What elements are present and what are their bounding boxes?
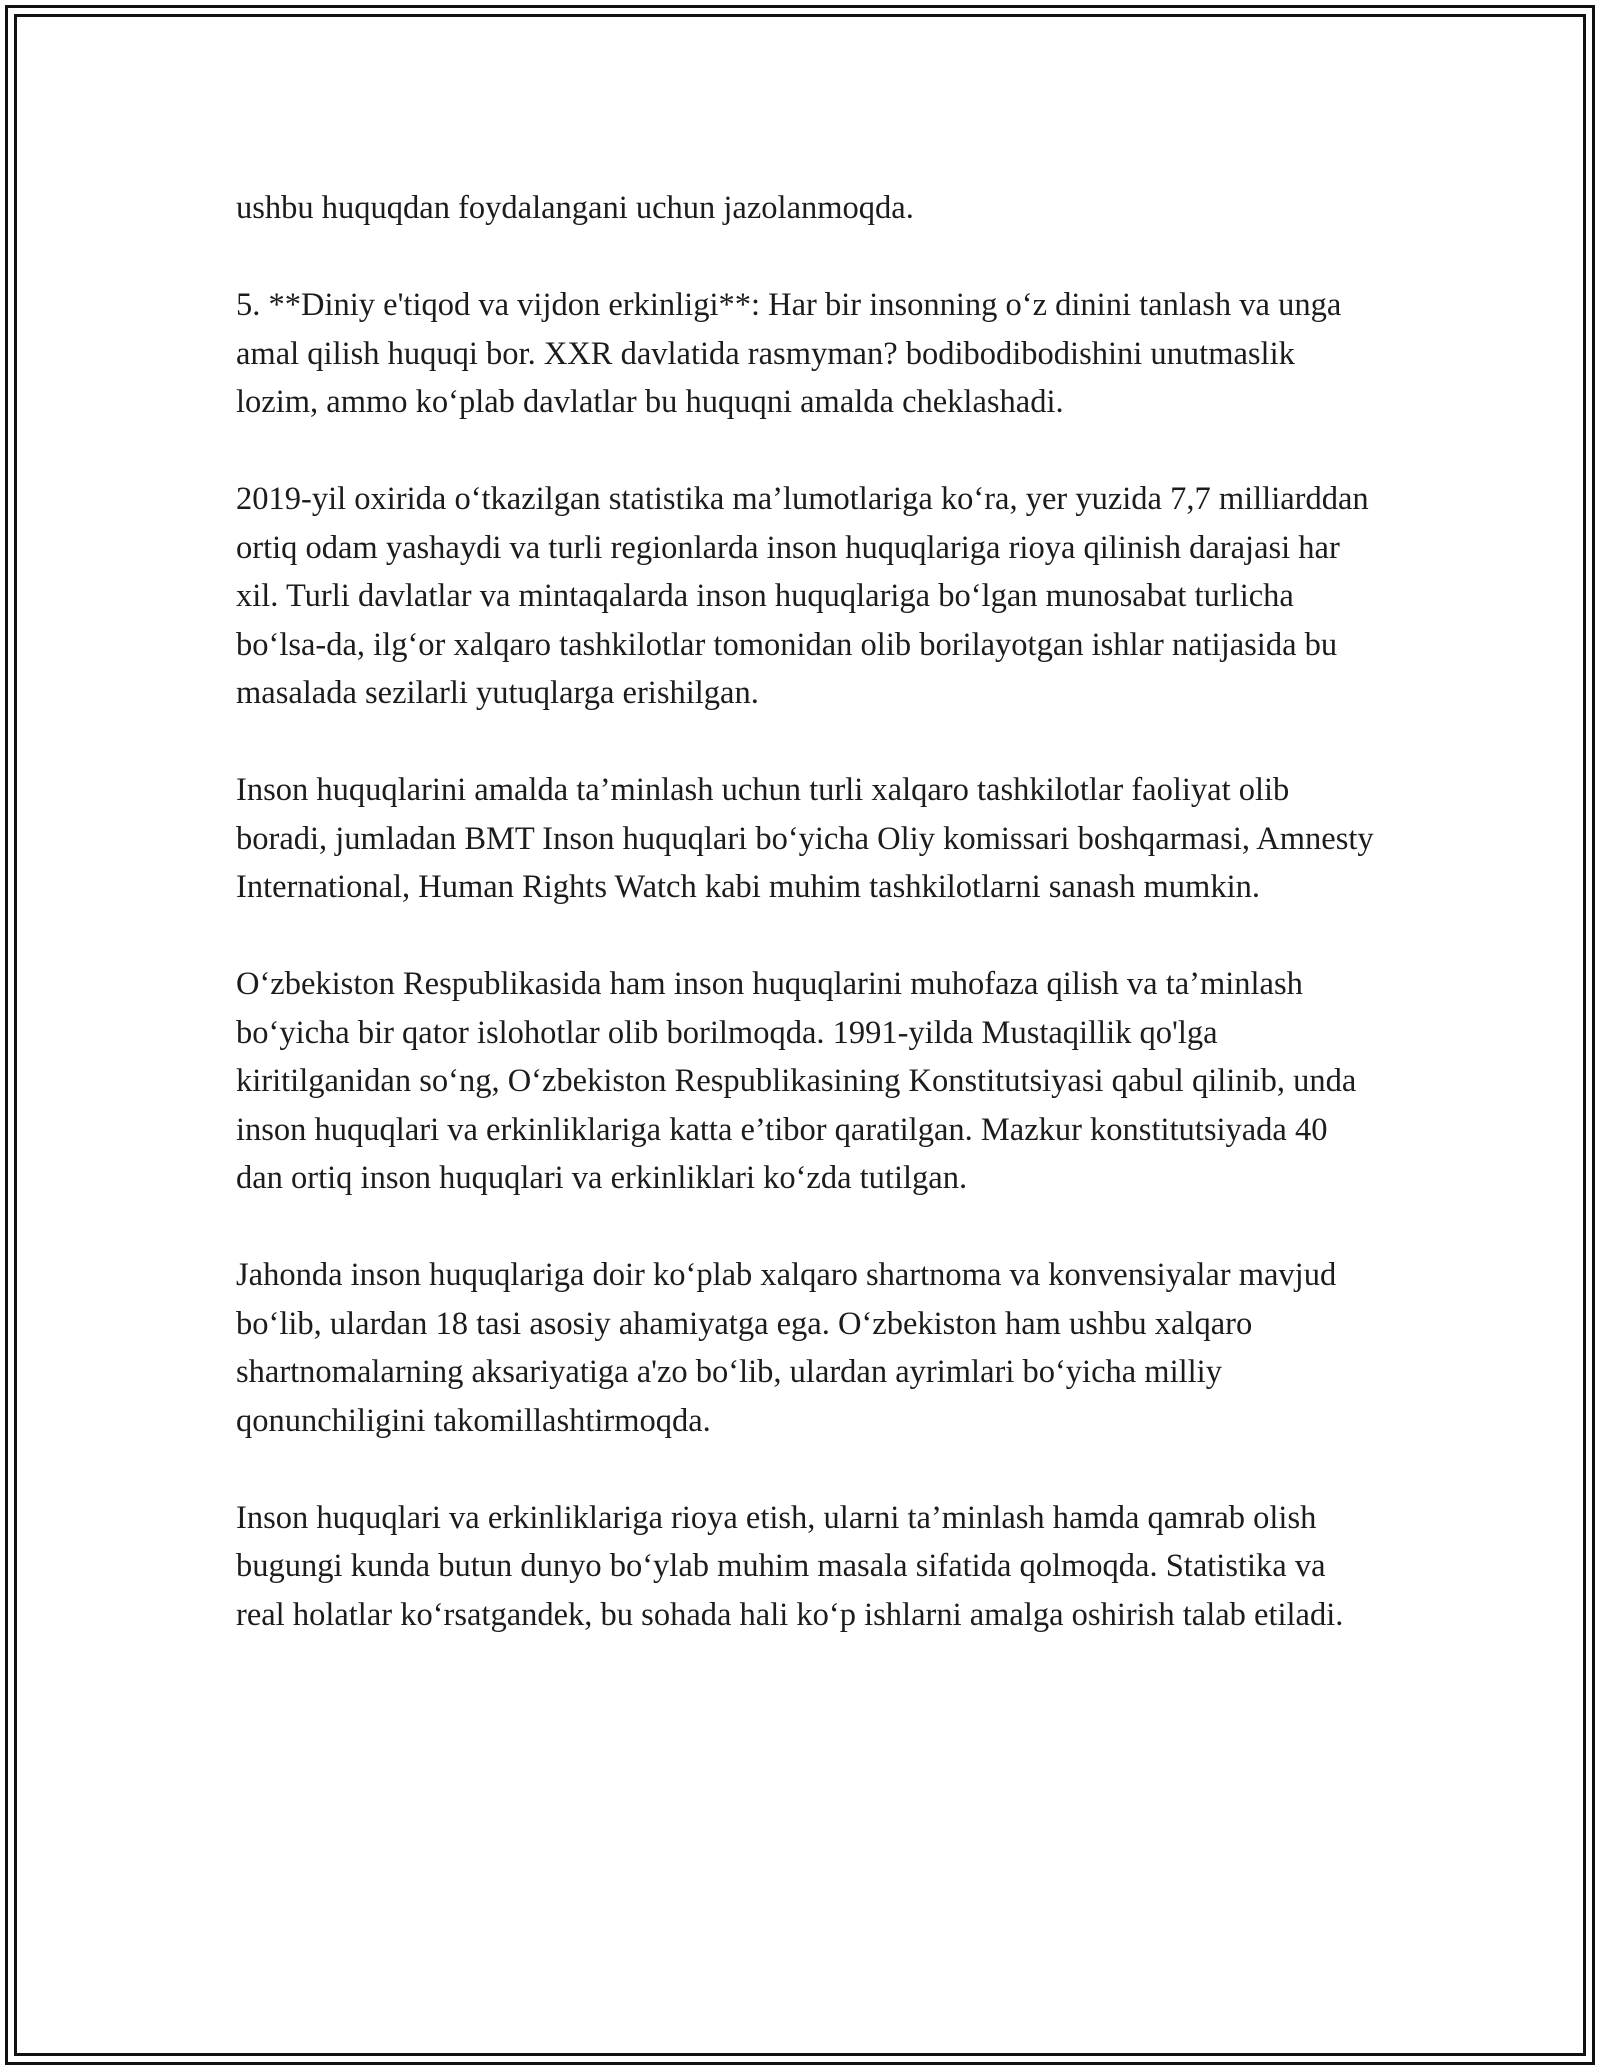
paragraph-statistics-2019: 2019-yil oxirida o‘tkazilgan statistika ma’lumotlariga ko‘ra, yer yuzida 7,7 milliarddan ortiq odam yashaydi va turli regionlarda inson huquqlariga rioya qilinish darajasi har xil. Turli davlatlar va mintaqalarda inson huquqlariga bo‘lgan munosabat turlicha bo‘lsa-da, ilg‘or xalqaro tashkilotlar tomonidan olib borilayotgan ishlar natijasida bu masalada sezilarli yutuqlarga erishilgan. <box>236 481 1369 711</box>
paragraph-international-organizations: Inson huquqlarini amalda ta’minlash uchun turli xalqaro tashkilotlar faoliyat olib boradi, jumladan BMT Inson huquqlari bo‘yicha Oliy komissari boshqarmasi, Amnesty International, Human Rights Watch kabi muhim tashkilotlarni sanash mumkin. <box>236 772 1374 905</box>
paragraph-uzbekistan-reforms: O‘zbekiston Respublikasida ham inson huquqlarini muhofaza qilish va ta’minlash bo‘yicha bir qator islohotlar olib borilmoqda. 1991-yilda Mustaqillik qo'lga kiritilganidan so‘ng, O‘zbekiston Respublikasining Konstitutsiyasi qabul qilinib, unda inson huquqlari va erkinliklariga katta e’tibor qaratilgan. Mazkur konstitutsiyada 40 dan ortiq inson huquqlari va erkinliklari ko‘zda tutilgan. <box>236 966 1357 1196</box>
document-body <box>236 184 1376 1639</box>
paragraph-religious-freedom: 5. **Diniy e'tiqod va vijdon erkinligi**: Har bir insonning o‘z dinini tanlash va unga amal qilish huquqi bor. XXR davlatida rasmyman? bodibodibodishini unutmaslik lozim, ammo ko‘plab davlatlar bu huquqni amalda cheklashadi. <box>236 287 1342 420</box>
paragraph-continuation: ushbu huquqdan foydalangani uchun jazolanmoqda. <box>236 190 914 226</box>
paragraph-conclusion: Inson huquqlari va erkinliklariga rioya etish, ularni ta’minlash hamda qamrab olish bugungi kunda butun dunyo bo‘ylab muhim masala sifatida qolmoqda. Statistika va real holatlar ko‘rsatgandek, bu sohada hali ko‘p ishlarni amalga oshirish talab etiladi. <box>236 1499 1344 1633</box>
paragraph-international-treaties: Jahonda inson huquqlariga doir ko‘plab xalqaro shartnoma va konvensiyalar mavjud bo‘lib, ulardan 18 tasi asosiy ahamiyatga ega. O‘zbekiston ham ushbu xalqaro shartnomalarning aksariyatiga a'zo bo‘lib, ulardan ayrimlari bo‘yicha milliy qonunchiligini takomillashtirmoqda. <box>236 1257 1337 1439</box>
